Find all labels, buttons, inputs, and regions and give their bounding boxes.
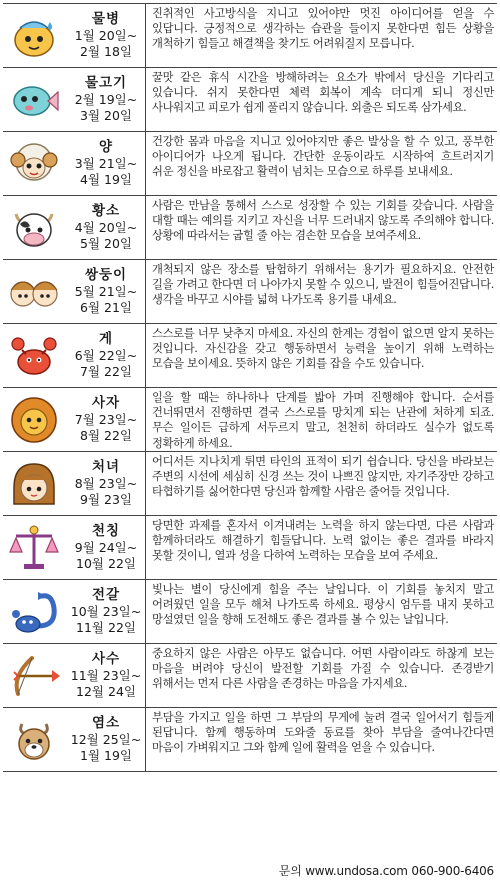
horoscope-row-aries: [3, 132, 497, 196]
pisces-icon: [7, 73, 61, 127]
sign-name: 게: [98, 331, 114, 347]
sagittarius-icon: [7, 649, 61, 703]
sign-name: 쌍둥이: [84, 267, 128, 283]
sign-name: 물병: [91, 11, 121, 27]
sign-name: 사자: [91, 395, 121, 411]
sign-date-start: 8월 23일~: [74, 476, 138, 491]
horoscope-row-scorpio: [3, 580, 497, 644]
sign-name: 염소: [91, 715, 121, 731]
sign-date-end: 11월 22일: [76, 620, 136, 635]
horoscope-row-libra: [3, 516, 497, 580]
sign-date-end: 3월 20일: [80, 108, 132, 123]
sign-date-start: 10월 23일~: [70, 604, 142, 619]
horoscope-text: 부담을 가지고 일을 하면 그 부담의 무게에 눌려 결국 일어서기 힘들게 된답니다. 함께 행동하며 도와줄 동료를 찾아 부담을 줄여나간다면 마음이 가벼워지고 그와 함께 일에 활력을 얻을 수 있습니다.: [145, 708, 497, 771]
leo-icon: [7, 393, 61, 447]
sign-date-end: 1월 19일: [80, 748, 132, 763]
sign-date-end: 6월 21일: [80, 300, 132, 315]
sign-date-end: 4월 19일: [80, 172, 132, 187]
sign-name: 양: [98, 139, 114, 155]
capricorn-icon: [7, 713, 61, 767]
sign-date-end: 12월 24일: [76, 684, 136, 699]
horoscope-text: 진취적인 사고방식을 지니고 있어야만 멋진 아이디어를 얻을 수 있답니다. 긍정적으로 생각하는 습관을 들이지 못한다면 힘든 상황을 개척하기 힘들고 해결책을 찾기도 어려워질지 모릅니다.: [145, 4, 497, 67]
horoscope-row-capricorn: [3, 708, 497, 772]
sign-date-end: 5월 20일: [80, 236, 132, 251]
virgo-icon: [7, 457, 61, 511]
sign-date-end: 2월 18일: [80, 44, 132, 59]
contact-footer: 문의 www.undosa.com 060-900-6406: [278, 864, 494, 878]
horoscope-row-pisces: [3, 68, 497, 132]
horoscope-row-virgo: [3, 452, 497, 516]
horoscope-text: 어디서든 지나치게 튀면 타인의 표적이 되기 쉽습니다. 당신을 바라보는 주변의 시선에 세심히 신경 쓰는 것이 나쁘진 않지만, 자기주장만 강하고 타협하기를 싫어한다면 당신과 함께할 사람은 줄어들 것입니다.: [145, 452, 497, 515]
horoscope-row-gemini: [3, 260, 497, 324]
sign-name: 황소: [91, 203, 121, 219]
horoscope-table: [3, 3, 497, 772]
aries-icon: [7, 137, 61, 191]
sign-date-start: 11월 23일~: [70, 668, 142, 683]
sign-name: 전갈: [91, 587, 121, 603]
sign-date-start: 4월 20일~: [74, 220, 138, 235]
horoscope-text: 건강한 몸과 마음을 지니고 있어야지만 좋은 발상을 할 수 있고, 풍부한 아이디어가 나오게 됩니다. 간단한 운동이라도 시작하여 흐트러지기 쉬운 정신을 바로잡고 활력이 넘치는 모습으로 하루를 보내세요.: [145, 132, 497, 195]
horoscope-text: 사람은 만남을 통해서 스스로 성장할 수 있는 기회를 갖습니다. 사람을 대할 때는 예의를 지키고 자신을 너무 드러내지 않도록 주의해야 합니다. 상황에 따라서는 굽힐 줄 아는 겸손한 모습을 보여주세요.: [145, 196, 497, 259]
sign-date-start: 5월 21일~: [74, 284, 138, 299]
libra-icon: [7, 521, 61, 575]
cancer-icon: [7, 329, 61, 383]
sign-name: 천칭: [91, 523, 121, 539]
sign-name: 사수: [91, 651, 121, 667]
sign-date-start: 7월 23일~: [74, 412, 138, 427]
horoscope-text: 꿀맛 같은 휴식 시간을 방해하려는 요소가 밖에서 당신을 기다리고 있습니다. 쉬지 못한다면 체력 회복이 계속 더디게 되니 정신만 사나워지고 피로가 쉽게 풀리지 않습니다. 외출은 되도록 삼가세요.: [145, 68, 497, 131]
sign-date-end: 10월 22일: [76, 556, 136, 571]
sign-date-start: 6월 22일~: [74, 348, 138, 363]
horoscope-text: 개척되지 않은 장소를 탐험하기 위해서는 용기가 필요하지요. 안전한 길을 가려고 한다면 더 나아가지 못할 수 있으니, 발전이 힘들어진답니다. 생각을 바꾸고 시야를 넓혀 나가도록 용기를 내세요.: [145, 260, 497, 323]
sign-name: 물고기: [84, 75, 128, 91]
sign-date-end: 8월 22일: [80, 428, 132, 443]
scorpio-icon: [7, 585, 61, 639]
horoscope-text: 당면한 과제를 혼자서 이겨내려는 노력을 하지 않는다면, 다른 사람과 함께하더라도 해결하기 힘들답니다. 노력 없이는 좋은 결과를 바라지 못할 것이니, 열과 성을 다하여 노력하는 모습을 보여 주세요.: [145, 516, 497, 579]
horoscope-row-sagittarius: [3, 644, 497, 708]
horoscope-row-leo: [3, 388, 497, 452]
sign-date-end: 7월 22일: [80, 364, 132, 379]
sign-date-start: 3월 21일~: [74, 156, 138, 171]
horoscope-text: 일을 할 때는 하나하나 단계를 밟아 가며 진행해야 합니다. 순서를 건너뛰면서 진행하면 결국 스스로를 망치게 되는 난관에 처하게 되죠. 무슨 일이든 급하게 서두르지 말고, 천천히 하더라도 실수가 없도록 정확하게 하세요.: [145, 388, 497, 451]
horoscope-text: 중요하지 않은 사람은 아무도 없습니다. 어떤 사람이라도 하찮게 보는 마음을 버려야 당신이 발전할 기회를 가질 수 있습니다. 존경받기 위해서는 먼저 다른 사람을 존경하는 마음을 가지세요.: [145, 644, 497, 707]
horoscope-row-cancer: [3, 324, 497, 388]
gemini-icon: [7, 265, 61, 319]
sign-date-start: 9월 24일~: [74, 540, 138, 555]
horoscope-row-taurus: [3, 196, 497, 260]
horoscope-text: 빛나는 별이 당신에게 힘을 주는 날입니다. 이 기회를 놓치지 말고 어려웠던 일을 모두 해쳐 나가도록 하세요. 평상시 엄두를 내지 못하고 망설였던 일을 향해 도전해도 좋은 결과를 볼 수 있는 날입니다.: [145, 580, 497, 643]
sign-date-start: 12월 25일~: [70, 732, 142, 747]
sign-date-end: 9월 23일: [80, 492, 132, 507]
aquarius-icon: [7, 9, 61, 63]
horoscope-text: 스스로를 너무 낮추지 마세요. 자신의 한계는 경험이 없으면 알지 못하는 것입니다. 자신감을 갖고 행동하면서 능력을 높이기 위해 노력하는 모습을 보이세요. 뜻하지 않은 기회를 잡을 수도 있습니다.: [145, 324, 497, 387]
sign-date-start: 1월 20일~: [74, 28, 138, 43]
horoscope-row-aquarius: [3, 4, 497, 68]
sign-date-start: 2월 19일~: [74, 92, 138, 107]
sign-name: 처녀: [91, 459, 121, 475]
taurus-icon: [7, 201, 61, 255]
